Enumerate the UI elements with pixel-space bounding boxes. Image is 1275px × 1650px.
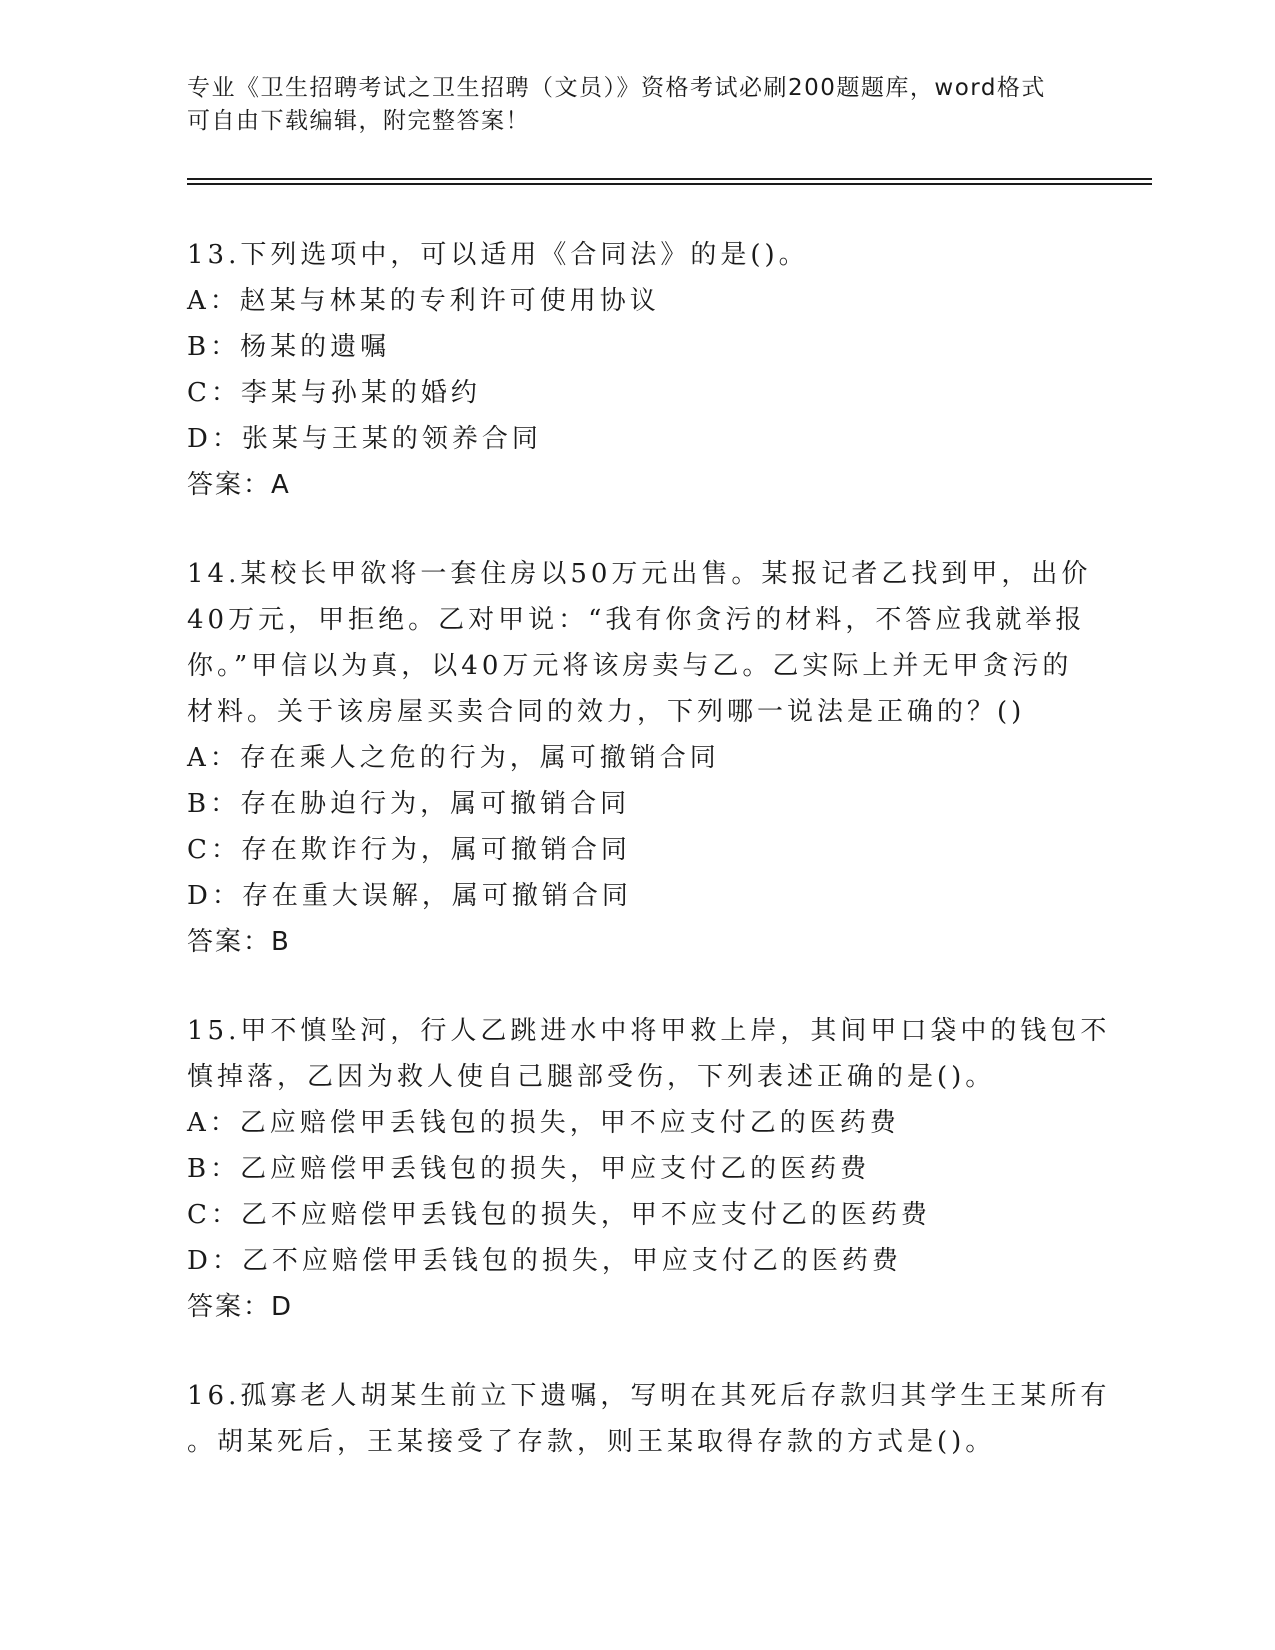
question-stem: 慎掉落，乙因为救人使自己腿部受伤，下列表述正确的是()。 <box>187 1062 996 1092</box>
option-b: B：乙应赔偿甲丢钱包的损失，甲应支付乙的医药费 <box>187 1154 871 1184</box>
header-divider-top <box>187 178 1152 180</box>
question-14 <box>187 551 1092 965</box>
question-16 <box>187 1373 1111 1465</box>
answer: 答案：A <box>187 470 291 500</box>
header-divider-bottom <box>187 183 1152 185</box>
question-13 <box>187 232 1087 508</box>
question-stem: 40万元，甲拒绝。乙对甲说：“我有你贪污的材料，不答应我就举报 <box>187 605 1086 635</box>
answer: 答案：D <box>187 1292 294 1322</box>
question-list <box>187 232 1111 1508</box>
option-d: D：存在重大误解，属可撤销合同 <box>187 881 632 911</box>
question-stem: 13.下列选项中，可以适用《合同法》的是()。 <box>187 240 809 270</box>
document-header <box>187 72 1087 138</box>
option-b: B：杨某的遗嘱 <box>187 332 391 362</box>
question-stem: 15.甲不慎坠河，行人乙跳进水中将甲救上岸，其间甲口袋中的钱包不 <box>187 1016 1111 1046</box>
option-a: A：赵某与林某的专利许可使用协议 <box>187 286 660 316</box>
question-stem: 16.孤寡老人胡某生前立下遗嘱，写明在其死后存款归其学生王某所有 <box>187 1381 1111 1411</box>
option-b: B：存在胁迫行为，属可撤销合同 <box>187 789 631 819</box>
option-c: C：李某与孙某的婚约 <box>187 378 481 408</box>
header-line-2: 可自由下载编辑，附完整答案！ <box>187 108 530 134</box>
option-c: C：乙不应赔偿甲丢钱包的损失，甲不应支付乙的医药费 <box>187 1200 931 1230</box>
option-d: D：乙不应赔偿甲丢钱包的损失，甲应支付乙的医药费 <box>187 1246 902 1276</box>
question-stem: 。胡某死后，王某接受了存款，则王某取得存款的方式是()。 <box>187 1427 996 1457</box>
header-line-1: 专业《卫生招聘考试之卫生招聘（文员）》资格考试必刷200题题库，word格式 <box>187 75 1046 101</box>
option-d: D：张某与王某的领养合同 <box>187 424 542 454</box>
option-c: C：存在欺诈行为，属可撤销合同 <box>187 835 631 865</box>
option-a: A：存在乘人之危的行为，属可撤销合同 <box>187 743 720 773</box>
option-a: A：乙应赔偿甲丢钱包的损失，甲不应支付乙的医药费 <box>187 1108 900 1138</box>
question-stem: 14.某校长甲欲将一套住房以50万元出售。某报记者乙找到甲，出价 <box>187 559 1092 589</box>
question-stem: 你。”甲信以为真，以40万元将该房卖与乙。乙实际上并无甲贪污的 <box>187 651 1073 681</box>
answer: 答案：B <box>187 927 291 957</box>
question-stem: 材料。关于该房屋买卖合同的效力，下列哪一说法是正确的？() <box>187 697 1026 727</box>
question-15 <box>187 1008 1111 1330</box>
